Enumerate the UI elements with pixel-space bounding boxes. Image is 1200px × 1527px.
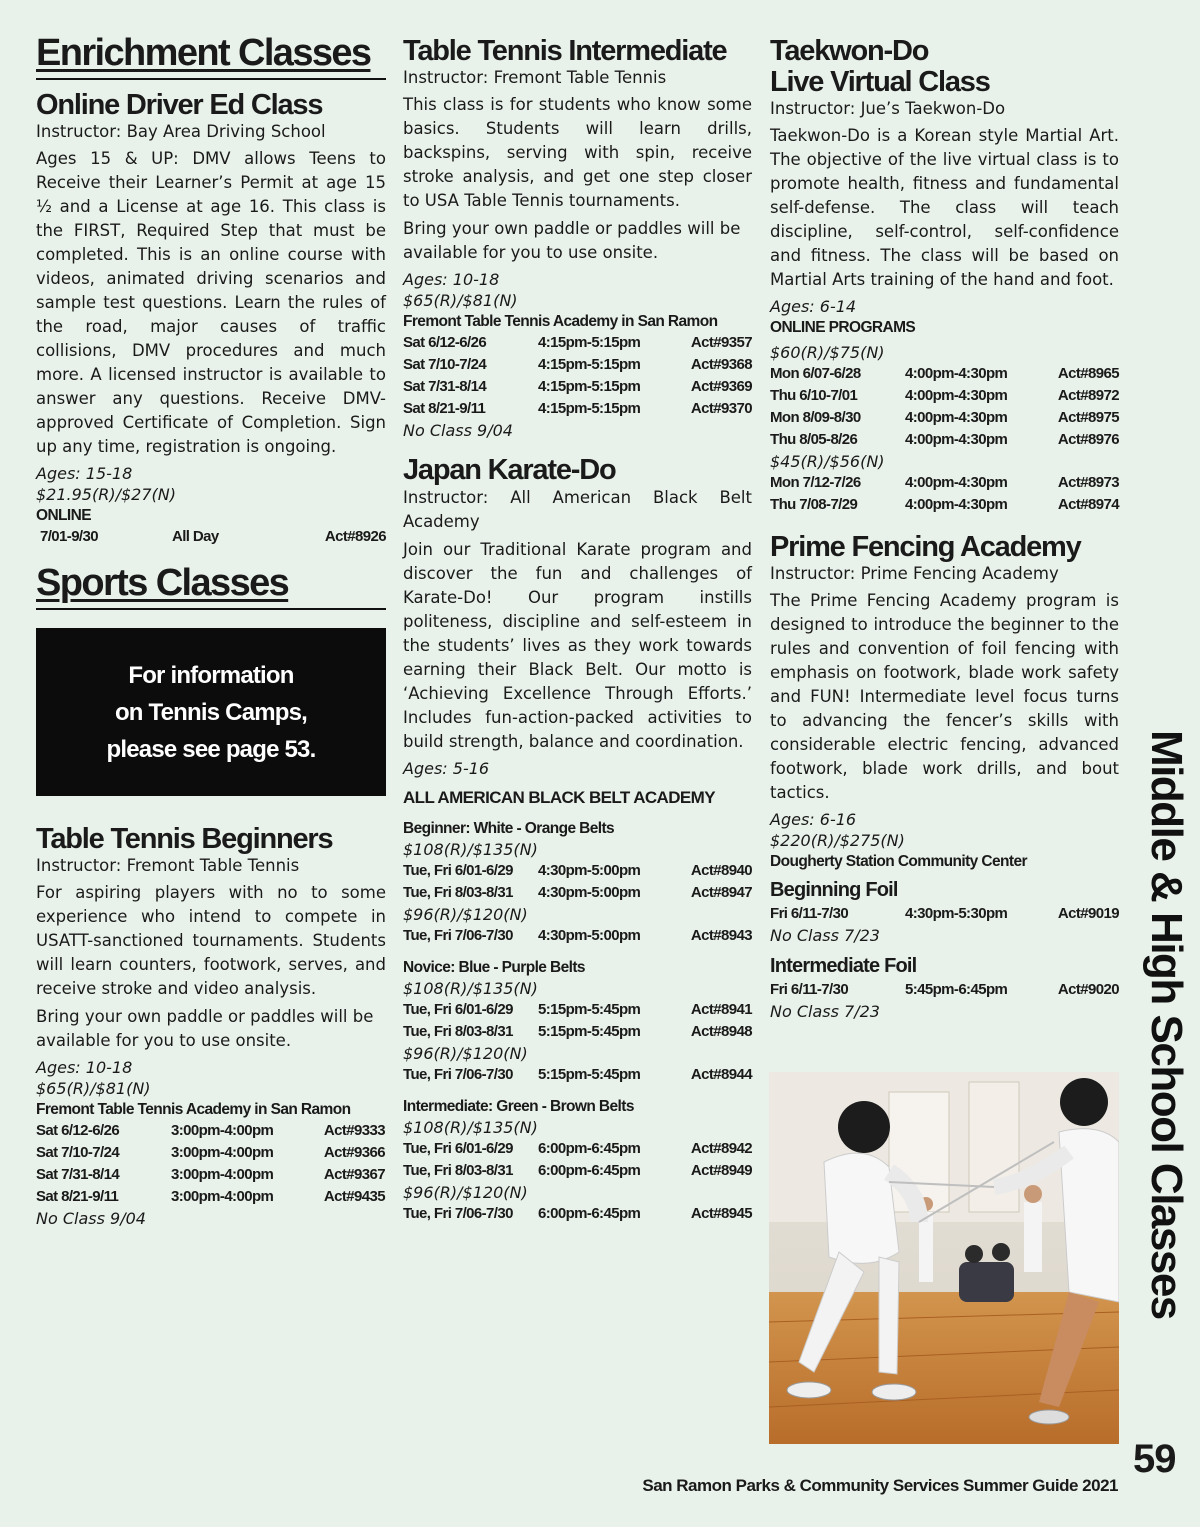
session-time: 4:00pm-4:30pm	[905, 387, 1008, 404]
session-row	[403, 1064, 752, 1086]
session-row	[770, 903, 1119, 925]
class-title: Japan Karate-Do	[403, 454, 616, 486]
column-right	[770, 30, 1119, 1022]
session-act: Act#8943	[690, 927, 752, 944]
class-ages: Ages: 10-18	[36, 1058, 133, 1077]
class-table-tennis-beginners	[36, 824, 386, 1229]
session-time: 3:00pm-4:00pm	[171, 1122, 274, 1139]
class-title: Table Tennis Beginners	[36, 823, 333, 855]
session-act: Act#9368	[690, 356, 752, 373]
side-tab-label: Middle & High School Classes	[1142, 730, 1191, 1319]
session-date: Fri 6/11-7/30	[770, 905, 849, 922]
session-act: Act#8942	[690, 1140, 752, 1157]
session-date: Tue, Fri 8/03-8/31	[403, 884, 513, 901]
class-instructor: Instructor: Fremont Table Tennis	[403, 68, 667, 87]
session-row	[770, 407, 1119, 429]
session-row	[403, 1160, 752, 1182]
class-taekwon-do	[770, 36, 1119, 516]
class-ages: Ages: 10-18	[403, 270, 500, 289]
session-time: 4:30pm-5:00pm	[538, 927, 641, 944]
session-date: Tue, Fri 6/01-6/29	[403, 1140, 513, 1157]
no-class-note: No Class 7/23	[770, 1002, 880, 1021]
class-location: Dougherty Station Community Center	[770, 853, 1027, 870]
class-instructor: Instructor: Jue’s Taekwon-Do	[770, 99, 1006, 118]
session-row	[403, 1021, 752, 1043]
session-time: 4:15pm-5:15pm	[538, 334, 641, 351]
tennis-camps-info-box	[36, 628, 386, 796]
karate-level-intermediate	[403, 1096, 752, 1225]
footer-text: San Ramon Parks & Community Services Summer Guide 2021	[642, 1476, 1118, 1495]
session-time: 4:30pm-5:30pm	[905, 905, 1008, 922]
session-time: 3:00pm-4:00pm	[171, 1144, 274, 1161]
class-ages: Ages: 5-16	[403, 759, 490, 778]
session-act: Act#9357	[690, 334, 752, 351]
session-date: Tue, Fri 7/06-7/30	[403, 927, 513, 944]
session-time: 4:15pm-5:15pm	[538, 356, 641, 373]
class-note: Bring your own paddle or paddles will be available for you to use onsite.	[36, 1007, 374, 1050]
info-line: on Tennis Camps,	[114, 698, 308, 726]
class-instructor: Instructor: All American Black Belt Academy	[403, 488, 752, 531]
session-time: 3:00pm-4:00pm	[171, 1188, 274, 1205]
session-time: 5:45pm-6:45pm	[905, 981, 1008, 998]
session-row	[770, 472, 1119, 494]
session-time: 4:30pm-5:00pm	[538, 884, 641, 901]
session-date: Sat 7/10-7/24	[403, 356, 487, 373]
session-date: 7/01-9/30	[40, 528, 98, 545]
level-price: $96(R)/$120(N)	[403, 1044, 528, 1063]
no-class-note: No Class 9/04	[403, 421, 513, 440]
session-act: Act#8947	[690, 884, 752, 901]
session-row	[36, 1186, 386, 1208]
class-description: Ages 15 & UP: DMV allows Teens to Receive their Learner’s Permit at age 15 ½ and a License at age 16. This class is the FIRST, Required Step that must be completed. This is an online course with videos, animated driving scenarios and sample test questions. Learn the rules of the road, major causes of traffic collisions, DMV procedures and much more. A licensed instructor is available to answer any questions. Receive DMV-approved Certificate of Completion. Sign up any time, registration is ongoing.	[36, 149, 386, 456]
class-note: Bring your own paddle or paddles will be available for you to use onsite.	[403, 219, 741, 262]
class-subtitle: Live Virtual Class	[770, 66, 990, 98]
class-location: Fremont Table Tennis Academy in San Ramon	[403, 313, 718, 330]
column-middle	[403, 30, 752, 1225]
class-instructor: Instructor: Fremont Table Tennis	[36, 856, 300, 875]
session-act: Act#8926	[324, 528, 386, 545]
class-location: ONLINE	[36, 507, 91, 524]
class-description: Taekwon-Do is a Korean style Martial Art. The objective of the live virtual class is to promote health, fitness and fundamental self-defense. The class will teach discipline, self-control, self-confidence and fitness. The class will be based on Martial Arts training of the hand and foot.	[770, 126, 1119, 289]
class-price: $65(R)/$81(N)	[403, 291, 518, 310]
session-act: Act#8945	[690, 1205, 752, 1222]
session-row	[770, 385, 1119, 407]
class-japan-karate-do	[403, 455, 752, 1225]
session-act: Act#9435	[323, 1188, 385, 1205]
session-time: 4:15pm-5:15pm	[538, 378, 641, 395]
session-act: Act#8949	[690, 1162, 752, 1179]
session-date: Mon 6/07-6/28	[770, 365, 861, 382]
level-price: $108(R)/$135(N)	[403, 979, 538, 998]
session-row	[36, 1164, 386, 1186]
class-instructor: Instructor: Prime Fencing Academy	[770, 564, 1059, 583]
session-date: Sat 8/21-9/11	[403, 400, 486, 417]
class-location: Fremont Table Tennis Academy in San Ramon	[36, 1101, 351, 1118]
session-row	[403, 376, 752, 398]
session-act: Act#9366	[323, 1144, 385, 1161]
session-date: Fri 6/11-7/30	[770, 981, 849, 998]
session-date: Sat 6/12-6/26	[403, 334, 487, 351]
session-time: 4:30pm-5:00pm	[538, 862, 641, 879]
session-act: Act#8948	[690, 1023, 752, 1040]
session-row	[403, 1138, 752, 1160]
price-tier: $60(R)/$75(N)	[770, 343, 885, 362]
info-line: For information	[128, 661, 294, 689]
session-date: Sat 7/31-8/14	[36, 1166, 120, 1183]
session-time: 4:00pm-4:30pm	[905, 409, 1008, 426]
session-row	[770, 494, 1119, 516]
karate-level-novice	[403, 957, 752, 1086]
session-act: Act#9333	[323, 1122, 385, 1139]
session-time: 5:15pm-5:45pm	[538, 1066, 641, 1083]
session-time: 4:15pm-5:15pm	[538, 400, 641, 417]
page-number: 59	[1133, 1437, 1176, 1481]
session-act: Act#8944	[690, 1066, 752, 1083]
session-date: Sat 8/21-9/11	[36, 1188, 119, 1205]
session-date: Thu 7/08-7/29	[770, 496, 858, 513]
session-act: Act#9020	[1057, 981, 1119, 998]
level-name: Beginner: White - Orange Belts	[403, 820, 615, 837]
session-time: 5:15pm-5:45pm	[538, 1001, 641, 1018]
session-time: 4:00pm-4:30pm	[905, 431, 1008, 448]
session-date: Mon 7/12-7/26	[770, 474, 861, 491]
karate-level-beginner	[403, 818, 752, 947]
session-date: Tue, Fri 6/01-6/29	[403, 862, 513, 879]
price-tier: $45(R)/$56(N)	[770, 452, 885, 471]
session-date: Tue, Fri 7/06-7/30	[403, 1205, 513, 1222]
class-price: $21.95(R)/$27(N)	[36, 485, 176, 504]
session-act: Act#9369	[690, 378, 752, 395]
session-time: 6:00pm-6:45pm	[538, 1140, 641, 1157]
session-act: Act#9367	[323, 1166, 385, 1183]
session-row	[403, 925, 752, 947]
session-time: 3:00pm-4:00pm	[171, 1166, 274, 1183]
section-title-enrichment: Enrichment Classes	[36, 30, 386, 80]
level-name: Beginning Foil	[770, 879, 898, 901]
session-date: Tue, Fri 7/06-7/30	[403, 1066, 513, 1083]
level-price: $96(R)/$120(N)	[403, 905, 528, 924]
class-ages: Ages: 6-16	[770, 810, 857, 829]
session-date: Sat 7/10-7/24	[36, 1144, 120, 1161]
session-time: 6:00pm-6:45pm	[538, 1162, 641, 1179]
session-date: Tue, Fri 8/03-8/31	[403, 1162, 513, 1179]
class-description: This class is for students who know some basics. Students will learn drills, backspins, serving with spin, receive stroke analysis, and get one step closer to USA Table Tennis tournaments.	[403, 95, 752, 210]
session-row	[403, 860, 752, 882]
class-ages: Ages: 15-18	[36, 464, 133, 483]
session-date: Thu 6/10-7/01	[770, 387, 858, 404]
session-row	[403, 1203, 752, 1225]
session-act: Act#9019	[1057, 905, 1119, 922]
session-time: 4:00pm-4:30pm	[905, 365, 1008, 382]
info-line: please see page 53.	[106, 735, 316, 763]
class-location: ALL AMERICAN BLACK BELT ACADEMY	[403, 788, 715, 807]
class-price: $220(R)/$275(N)	[770, 831, 905, 850]
session-act: Act#8972	[1057, 387, 1119, 404]
session-act: Act#9370	[690, 400, 752, 417]
class-table-tennis-intermediate	[403, 36, 752, 441]
class-description: For aspiring players with no to some experience who intend to compete in USATT-sanctioned tournaments. Students will learn counters, footwork, serves, and receive stroke and video analysis.	[36, 883, 386, 998]
session-time: All Day	[172, 528, 219, 545]
class-title: Online Driver Ed Class	[36, 89, 323, 121]
column-left	[36, 30, 386, 1229]
class-instructor: Instructor: Bay Area Driving School	[36, 122, 326, 141]
class-location: ONLINE PROGRAMS	[770, 319, 916, 336]
class-title: Taekwon-Do	[770, 35, 929, 67]
class-ages: Ages: 6-14	[770, 297, 857, 316]
no-class-note: No Class 9/04	[36, 1209, 146, 1228]
session-act: Act#8975	[1057, 409, 1119, 426]
session-date: Thu 8/05-8/26	[770, 431, 858, 448]
session-act: Act#8973	[1057, 474, 1119, 491]
session-row	[403, 999, 752, 1021]
class-description: Join our Traditional Karate program and discover the fun and challenges of Karate-Do! Our program instills politeness, discipline and self-esteem in the students’ lives as they work towards earning their Black Belt. Our motto is ‘Achieving Excellence Through Efforts.’ Includes fun-action-packed activities to build strength, balance and coordination.	[403, 540, 752, 751]
fencing-photo	[769, 1072, 1119, 1444]
session-date: Mon 8/09-8/30	[770, 409, 861, 426]
session-date: Tue, Fri 6/01-6/29	[403, 1001, 513, 1018]
session-row	[36, 1120, 386, 1142]
session-row	[770, 363, 1119, 385]
session-row	[403, 332, 752, 354]
level-name: Intermediate Foil	[770, 955, 917, 977]
level-name: Novice: Blue - Purple Belts	[403, 959, 585, 976]
section-title-sports: Sports Classes	[36, 560, 386, 610]
session-row	[403, 354, 752, 376]
session-act: Act#8974	[1057, 496, 1119, 513]
class-title: Prime Fencing Academy	[770, 531, 1081, 563]
level-price: $108(R)/$135(N)	[403, 1118, 538, 1137]
session-row	[770, 979, 1119, 1001]
level-price: $96(R)/$120(N)	[403, 1183, 528, 1202]
session-date: Sat 7/31-8/14	[403, 378, 487, 395]
class-title: Table Tennis Intermediate	[403, 35, 727, 67]
session-row	[36, 526, 386, 548]
session-act: Act#8940	[690, 862, 752, 879]
session-act: Act#8941	[690, 1001, 752, 1018]
level-price: $108(R)/$135(N)	[403, 840, 538, 859]
session-row	[403, 398, 752, 420]
class-prime-fencing	[770, 532, 1119, 1022]
session-date: Sat 6/12-6/26	[36, 1122, 120, 1139]
session-row	[36, 1142, 386, 1164]
session-row	[770, 429, 1119, 451]
session-time: 6:00pm-6:45pm	[538, 1205, 641, 1222]
session-time: 4:00pm-4:30pm	[905, 474, 1008, 491]
session-time: 5:15pm-5:45pm	[538, 1023, 641, 1040]
class-description: The Prime Fencing Academy program is designed to introduce the beginner to the rules and convention of foil fencing with emphasis on footwork, blade work safety and FUN! Intermediate level focus turns to advancing the fencer’s skills with considerable electric fencing, advanced footwork, blade work drills, and bout tactics.	[770, 591, 1119, 802]
session-time: 4:00pm-4:30pm	[905, 496, 1008, 513]
session-act: Act#8965	[1057, 365, 1119, 382]
level-name: Intermediate: Green - Brown Belts	[403, 1098, 634, 1115]
session-row	[403, 882, 752, 904]
session-date: Tue, Fri 8/03-8/31	[403, 1023, 513, 1040]
session-act: Act#8976	[1057, 431, 1119, 448]
no-class-note: No Class 7/23	[770, 926, 880, 945]
class-online-driver-ed	[36, 90, 386, 548]
class-price: $65(R)/$81(N)	[36, 1079, 151, 1098]
